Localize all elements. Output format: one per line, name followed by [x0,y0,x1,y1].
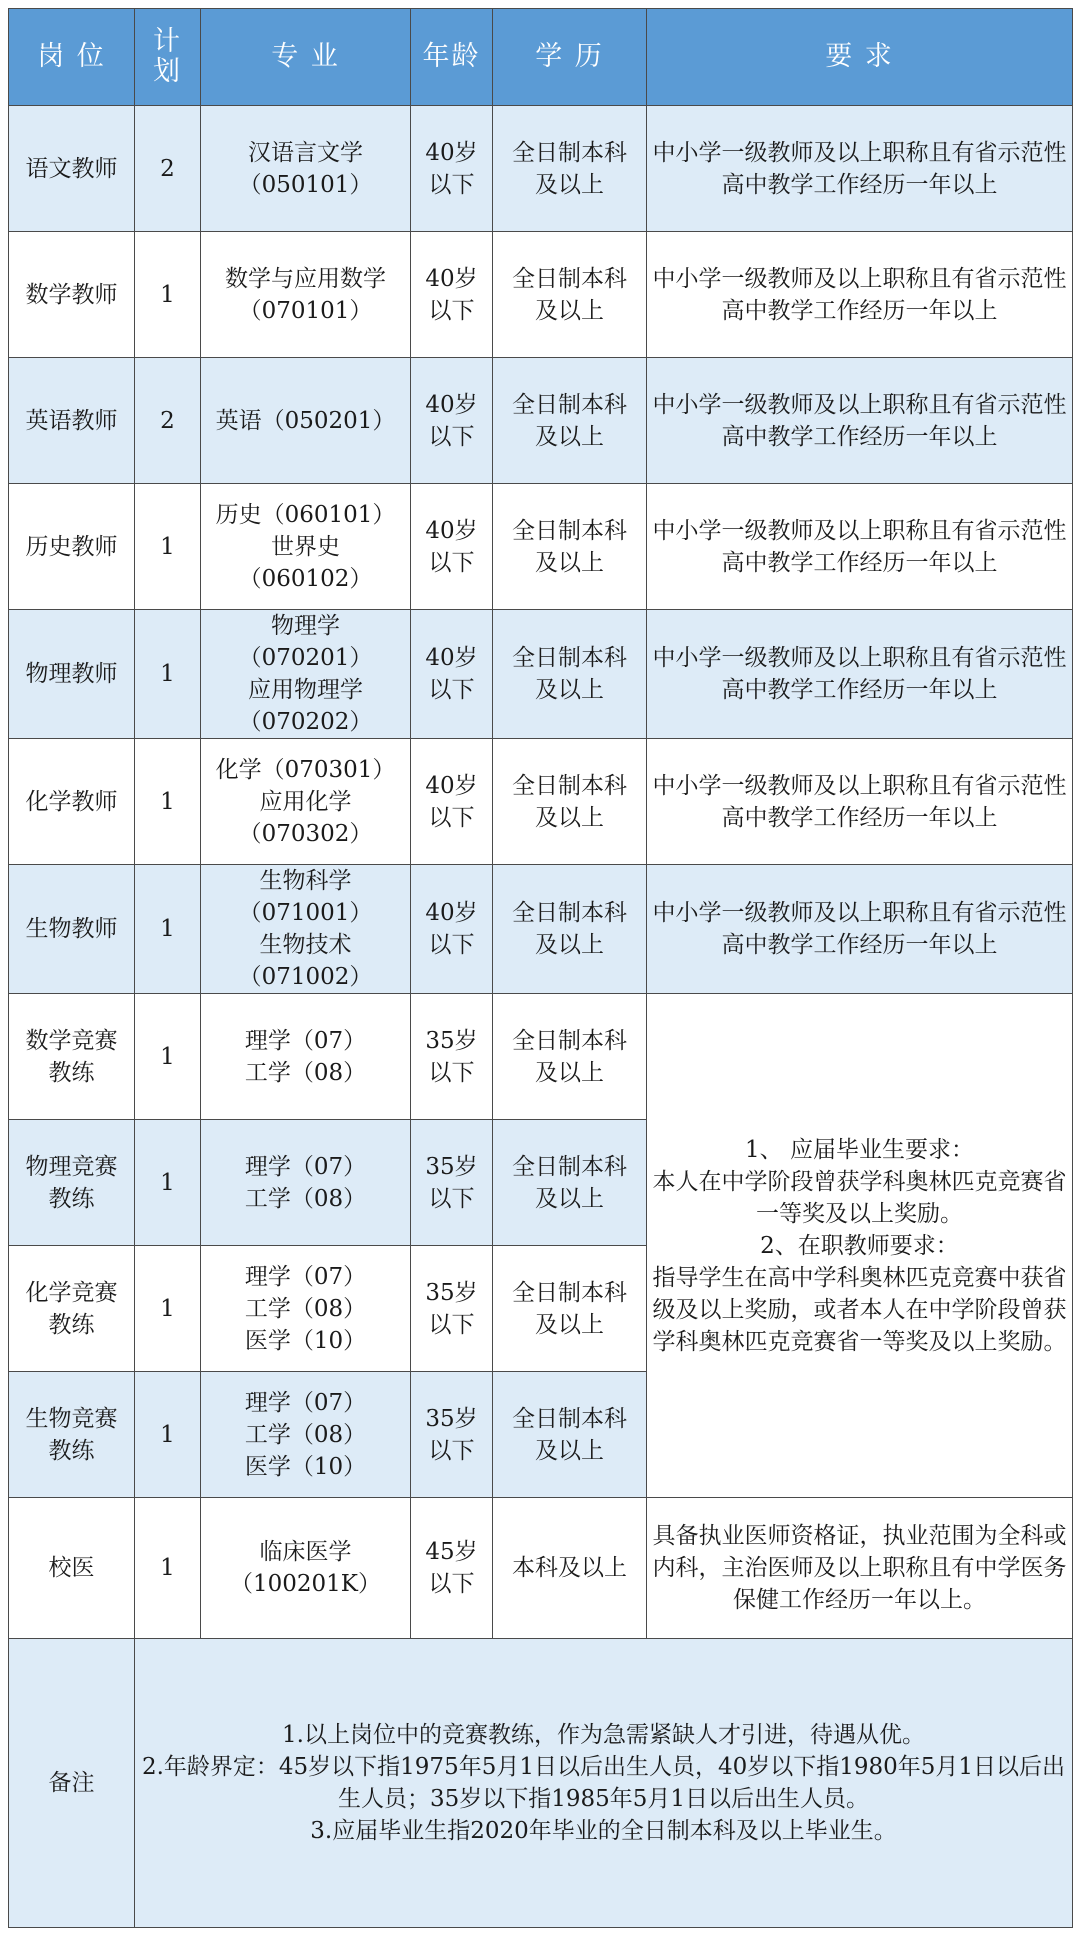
position-cell: 化学教师 [9,739,135,865]
major-cell: 汉语言文学 （050101） [201,106,411,232]
requirement-cell: 具备执业医师资格证，执业范围为全科或内科，主治医师及以上职称且有中学医务保健工作经历一年以上。 [647,1498,1073,1639]
plan-cell: 1 [135,1498,201,1639]
plan-cell: 1 [135,994,201,1120]
notes-text: 1.以上岗位中的竞赛教练，作为急需紧缺人才引进，待遇从优。 2.年龄界定：45岁以下指1975年5月1日以后出生人员，40岁以下指1980年5月1日以后出生人员；35岁以下指1985年5月1日以后出生人员。 3.应届毕业生指2020年毕业的全日制本科及以上毕业生。 [135,1639,1073,1928]
plan-cell: 1 [135,610,201,739]
age-cell: 40岁 以下 [411,739,493,865]
education-cell: 全日制本科 及以上 [493,1120,647,1246]
header-row [9,9,1073,106]
age-cell: 40岁 以下 [411,106,493,232]
table-row [9,739,1073,865]
position-cell: 生物教师 [9,865,135,994]
major-cell: 理学（07） 工学（08） [201,994,411,1120]
plan-cell: 2 [135,106,201,232]
table-row [9,865,1073,994]
age-cell: 35岁 以下 [411,1372,493,1498]
major-cell: 临床医学 （100201K） [201,1498,411,1639]
header-requirement: 要 求 [647,9,1073,106]
education-cell: 全日制本科 及以上 [493,610,647,739]
major-cell: 理学（07） 工学（08） [201,1120,411,1246]
age-cell: 40岁 以下 [411,865,493,994]
education-cell: 全日制本科 及以上 [493,232,647,358]
education-cell: 全日制本科 及以上 [493,358,647,484]
coach-requirement-cell: 1、 应届毕业生要求： 本人在中学阶段曾获学科奥林匹克竞赛省一等奖及以上奖励。 2、在职教师要求： 指导学生在高中学科奥林匹克竞赛中获省级及以上奖励，或者本人在中学阶段曾获学科奥林匹克竞赛省一等奖及以上奖励。 [647,994,1073,1498]
age-cell: 40岁 以下 [411,484,493,610]
major-cell: 理学（07） 工学（08） 医学（10） [201,1372,411,1498]
plan-cell: 1 [135,865,201,994]
education-cell: 全日制本科 及以上 [493,865,647,994]
education-cell: 全日制本科 及以上 [493,1372,647,1498]
header-major: 专 业 [201,9,411,106]
age-cell: 40岁 以下 [411,610,493,739]
age-cell: 45岁 以下 [411,1498,493,1639]
requirement-cell: 中小学一级教师及以上职称且有省示范性高中教学工作经历一年以上 [647,739,1073,865]
age-cell: 35岁 以下 [411,1246,493,1372]
requirement-cell: 中小学一级教师及以上职称且有省示范性高中教学工作经历一年以上 [647,358,1073,484]
education-cell: 本科及以上 [493,1498,647,1639]
table-row [9,484,1073,610]
table-row [9,994,1073,1120]
age-cell: 35岁 以下 [411,1120,493,1246]
plan-cell: 1 [135,739,201,865]
table-row [9,610,1073,739]
header-education: 学 历 [493,9,647,106]
position-cell: 历史教师 [9,484,135,610]
position-cell: 英语教师 [9,358,135,484]
requirement-cell: 中小学一级教师及以上职称且有省示范性高中教学工作经历一年以上 [647,232,1073,358]
age-cell: 35岁 以下 [411,994,493,1120]
position-cell: 物理竞赛 教练 [9,1120,135,1246]
major-cell: 理学（07） 工学（08） 医学（10） [201,1246,411,1372]
header-plan: 计 划 [135,9,201,106]
table-row [9,358,1073,484]
table-row [9,232,1073,358]
position-cell: 物理教师 [9,610,135,739]
age-cell: 40岁 以下 [411,358,493,484]
plan-cell: 1 [135,232,201,358]
age-cell: 40岁 以下 [411,232,493,358]
requirement-cell: 中小学一级教师及以上职称且有省示范性高中教学工作经历一年以上 [647,865,1073,994]
notes-label: 备注 [9,1639,135,1928]
plan-cell: 1 [135,1120,201,1246]
major-cell: 物理学 （070201） 应用物理学 （070202） [201,610,411,739]
plan-cell: 1 [135,484,201,610]
plan-cell: 1 [135,1246,201,1372]
position-cell: 数学竞赛 教练 [9,994,135,1120]
position-cell: 生物竞赛 教练 [9,1372,135,1498]
position-cell: 语文教师 [9,106,135,232]
requirement-cell: 中小学一级教师及以上职称且有省示范性高中教学工作经历一年以上 [647,106,1073,232]
education-cell: 全日制本科 及以上 [493,106,647,232]
header-position: 岗 位 [9,9,135,106]
major-cell: 化学（070301） 应用化学 （070302） [201,739,411,865]
major-cell: 生物科学 （071001） 生物技术 （071002） [201,865,411,994]
education-cell: 全日制本科 及以上 [493,739,647,865]
plan-cell: 2 [135,358,201,484]
notes-row [9,1639,1073,1928]
position-cell: 数学教师 [9,232,135,358]
header-age: 年龄 [411,9,493,106]
education-cell: 全日制本科 及以上 [493,1246,647,1372]
requirement-cell: 中小学一级教师及以上职称且有省示范性高中教学工作经历一年以上 [647,484,1073,610]
position-cell: 校医 [9,1498,135,1639]
major-cell: 数学与应用数学 （070101） [201,232,411,358]
table-row [9,106,1073,232]
major-cell: 历史（060101） 世界史 （060102） [201,484,411,610]
recruitment-table [8,8,1073,1928]
major-cell: 英语（050201） [201,358,411,484]
requirement-cell: 中小学一级教师及以上职称且有省示范性高中教学工作经历一年以上 [647,610,1073,739]
position-cell: 化学竞赛 教练 [9,1246,135,1372]
education-cell: 全日制本科 及以上 [493,994,647,1120]
plan-cell: 1 [135,1372,201,1498]
table-row [9,1498,1073,1639]
education-cell: 全日制本科 及以上 [493,484,647,610]
